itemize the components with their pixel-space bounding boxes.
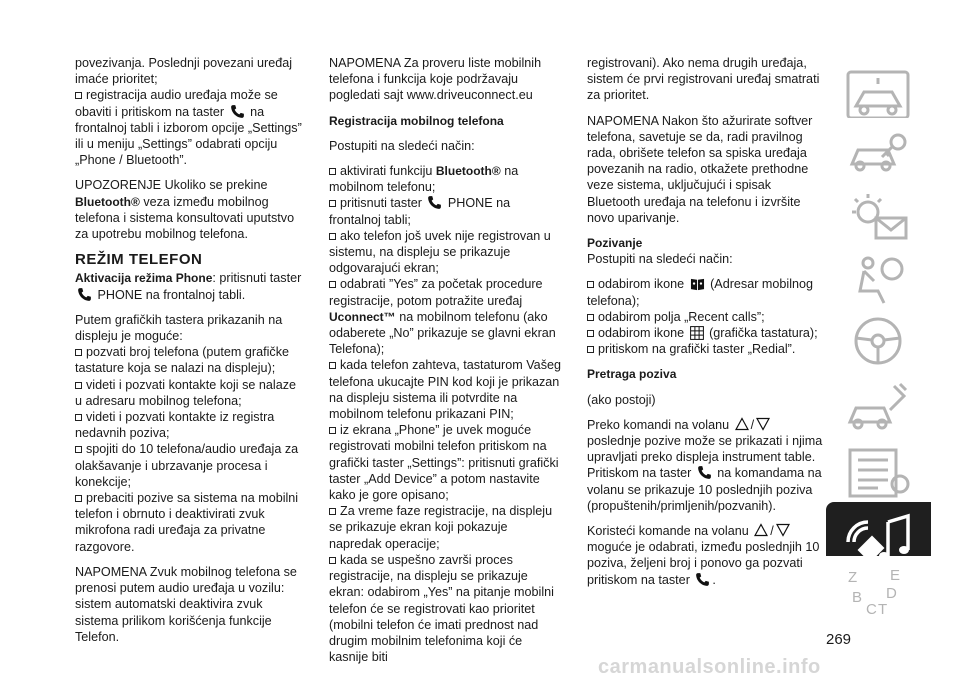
arrow-up-icon xyxy=(735,417,749,431)
svg-text:E: E xyxy=(890,567,901,584)
paragraph: Putem grafičkih tastera prikazanih na displeju je moguće: xyxy=(75,312,283,344)
paragraph: registrovani). Ako nema drugih uređaja, sistem će prvi registrovani uređaj smatrati za prioritet. xyxy=(587,56,820,103)
phone-icon xyxy=(230,104,245,119)
subsection-heading: Pozivanje xyxy=(587,236,643,251)
warning-lights-icon xyxy=(842,188,914,246)
list-item: odabirom ikone (Adresar mobilnog telefona); xyxy=(587,277,814,308)
paragraph: Preko komandi na volanu / poslednje pozive može se prikazati i njima upravljati preko displeja instrument table. xyxy=(587,417,823,465)
address-book-icon xyxy=(690,277,705,291)
airbag-seat-icon xyxy=(842,251,914,309)
column-2 xyxy=(329,55,561,665)
checkbox-bullet-icon xyxy=(329,508,336,515)
watermark: carmanualsonline.info xyxy=(598,656,821,678)
svg-text:B: B xyxy=(852,589,863,606)
note-paragraph: NAPOMENA Nakon što ažurirate softver telefona, savetuje se da, radi pravilnog rada, obrišete telefon sa spiska uređaja povezanih na radio, otkažete prethodne veze sistema, uključujući i spisak Bluetooth uređaja na telefonu i izvršite novo uparivanje. xyxy=(587,113,813,225)
list-item: registracija audio uređaja može se obaviti i pritiskom na taster na frontalnoj tabli i izborom opcije „Settings” ili u meniju „Settings” odabrati opciju „Phone / Bluetooth”. xyxy=(75,88,302,168)
list-item: pritisnuti taster PHONE na frontalnoj tabli; xyxy=(329,196,511,227)
list-item: kada telefon zahteva, tastaturom Vašeg telefona ukucajte PIN kod koji je prikazan na displeju sistema ili potvrdite na mobilnom telefonu prikazani PIN; xyxy=(329,358,561,422)
page-number: 269 xyxy=(826,631,852,648)
paragraph: povezivanja. Poslednji povezani uređaj imaće prioritet; xyxy=(75,56,293,87)
list-item: videti i pozvati kontakte koji se nalaze u adresaru mobilnog telefona; xyxy=(75,377,297,408)
checkbox-bullet-icon xyxy=(75,414,82,421)
car-key-icon xyxy=(842,126,914,184)
paragraph: (ako postoji) xyxy=(587,392,656,407)
paragraph: Postupiti na sledeći način: xyxy=(587,252,733,267)
list-item: spojiti do 10 telefona/audio uređaja za olakšavanje i ubrzavanje procesa i konekcije; xyxy=(75,442,299,489)
checkbox-bullet-icon xyxy=(75,382,82,389)
svg-text:D: D xyxy=(886,585,897,602)
svg-text:Z: Z xyxy=(848,569,858,586)
section-heading: REŽIM TELEFON xyxy=(75,251,203,269)
list-item: kada se uspešno završi proces registracije, na displeju se prikazuje ekran: odabirom „Yes” na pitanje mobilni telefon će se registrovati kao prioritet (mobilni telefon će imati prednost nad drugim mobilnim telefonima koji će kasnije biti xyxy=(329,552,554,665)
arrow-down-icon xyxy=(756,417,770,431)
checkbox-bullet-icon xyxy=(587,346,594,353)
checkbox-bullet-icon xyxy=(75,349,82,356)
list-item: odabirom ikone (grafička tastatura); xyxy=(587,325,823,341)
checkbox-bullet-icon xyxy=(329,557,336,564)
chapter-sidebar xyxy=(826,58,931,618)
checkbox-bullet-icon xyxy=(75,495,82,502)
activation-paragraph: Aktivacija režima Phone: pritisnuti taster PHONE na frontalnoj tabli. xyxy=(75,271,302,302)
list-item: pozvati broj telefona (putem grafičke tastature koja se nalazi na displeju); xyxy=(75,345,290,376)
phone-icon xyxy=(695,572,710,587)
svg-text:C: C xyxy=(866,601,877,618)
warning-paragraph: UPOZORENJE Ukoliko se prekine Bluetooth® veza između mobilnog telefona i sistema konsultovati uputstvo za upotrebu mobilnog telefona. xyxy=(75,178,295,242)
alphabetical-index-icon xyxy=(842,564,914,622)
tab-steering-wheel[interactable] xyxy=(826,304,931,379)
arrow-up-icon xyxy=(754,523,768,537)
dashboard-car-icon xyxy=(842,66,914,124)
checkbox-bullet-icon xyxy=(329,233,336,240)
car-tools-icon xyxy=(842,378,914,436)
list-item: odabirom polja „Recent calls”; xyxy=(587,309,823,325)
phone-icon xyxy=(77,287,92,302)
list-item: videti i pozvati kontakte iz registra nedavnih poziva; xyxy=(75,410,275,441)
column-1 xyxy=(75,55,303,645)
checkbox-bullet-icon xyxy=(329,362,336,369)
checkbox-bullet-icon xyxy=(329,427,336,434)
svg-text:T: T xyxy=(878,601,888,618)
column-3 xyxy=(587,55,823,588)
list-item: prebaciti pozive sa sistema na mobilni telefon i obrnuto i deaktivirati zvuk mikrofona radi uređaja za privatne razgovore. xyxy=(75,491,299,554)
checkbox-bullet-icon xyxy=(587,314,594,321)
checkbox-bullet-icon xyxy=(75,446,82,453)
list-item: iz ekrana „Phone” je uvek moguće registrovati mobilni telefon pritiskom na grafički taster „Settings”: pritisnuti grafički taster „Add Device” a potom nastavite kako je gore opisano; xyxy=(329,423,559,503)
keypad-grid-icon xyxy=(690,326,704,340)
list-item: odabrati ”Yes” za početak procedure registracije, potom potražite uređaj Uconnect™ na mobilnom telefonu (ako odaberete „No” prikazuje se glavni ekran Telefona); xyxy=(329,277,556,357)
checkbox-bullet-icon xyxy=(587,281,594,288)
specifications-list-icon xyxy=(842,444,914,502)
list-item: aktivirati funkciju Bluetooth® na mobilnom telefonu; xyxy=(329,164,519,195)
phone-icon xyxy=(697,465,712,480)
tab-car-tools[interactable] xyxy=(826,370,931,445)
phone-icon xyxy=(427,195,442,210)
paragraph: Pritiskom na taster na komandama na volanu se prikazuje 10 poslednjih poziva (propuštenih/primljenih/pozvanih). xyxy=(587,466,822,513)
list-item: ako telefon još uvek nije registrovan u sistemu, na displeju se prikazuje odgovarajući ekran; xyxy=(329,228,551,276)
arrow-down-icon xyxy=(776,523,790,537)
list-item: pritiskom na grafički taster „Redial”. xyxy=(587,341,823,357)
checkbox-bullet-icon xyxy=(329,168,336,175)
tab-specifications[interactable] xyxy=(826,436,931,511)
subsection-heading: Registracija mobilnog telefona xyxy=(329,113,504,128)
subsection-heading: Pretraga poziva xyxy=(587,367,677,382)
checkbox-bullet-icon xyxy=(75,92,82,99)
list-item: Za vreme faze registracije, na displeju se prikazuje ekran koji pokazuje napredak operacije; xyxy=(329,504,553,551)
checkbox-bullet-icon xyxy=(329,281,336,288)
checkbox-bullet-icon xyxy=(329,200,336,207)
note-paragraph: NAPOMENA Za proveru liste mobilnih telefona i funkcija koje podržavaju pogledati sajt www.driveuconnect.eu xyxy=(329,56,542,103)
checkbox-bullet-icon xyxy=(587,330,594,337)
paragraph: Koristeći komande na volanu / moguće je odabrati, između poslednjih 10 poziva, željeni broj i ponovo ga pozvati pritiskom na taster . xyxy=(587,524,820,587)
paragraph: Postupiti na sledeći način: xyxy=(329,138,475,153)
note-paragraph: NAPOMENA Zvuk mobilnog telefona se prenosi putem audio uređaja u vozilu: sistem automatski deaktivira zvuk sistema prilikom korišćenja funkcije Telefon. xyxy=(75,564,297,644)
steering-wheel-icon xyxy=(842,312,914,370)
tab-alphabetical-index[interactable] xyxy=(826,556,931,631)
